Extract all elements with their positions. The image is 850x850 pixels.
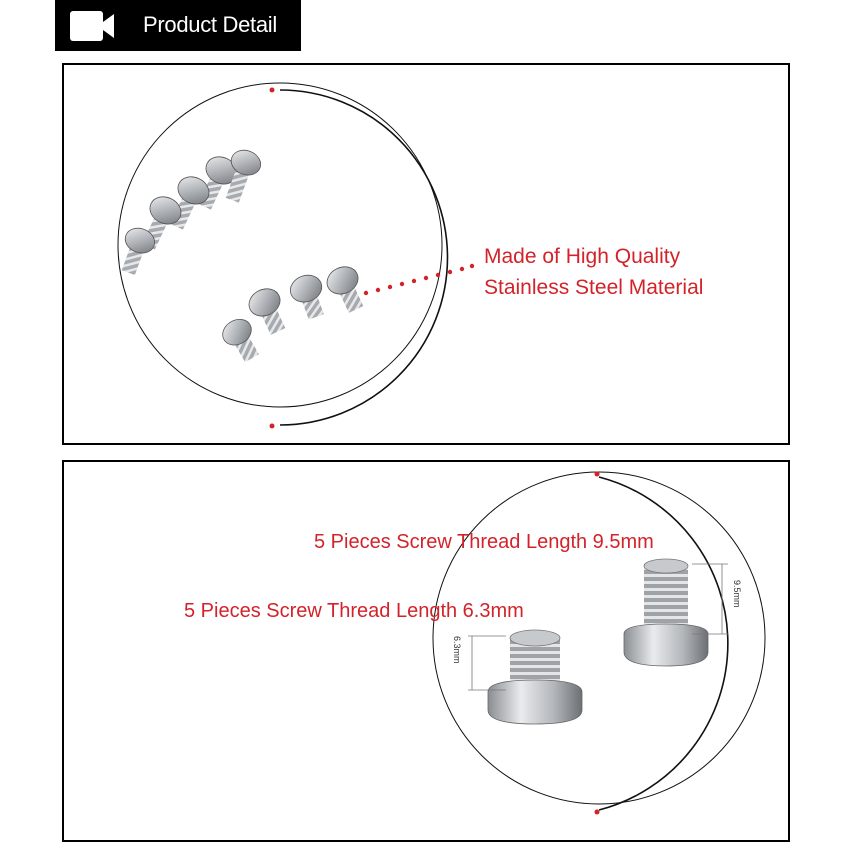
zoom-circle: [433, 472, 765, 804]
zoom-arc: [280, 90, 448, 425]
material-caption: [484, 241, 703, 303]
arc-dot-top: [595, 472, 600, 477]
thread-illustration: [64, 462, 790, 842]
video-camera-icon: [55, 0, 129, 51]
screw-group-upper: [114, 146, 264, 277]
screw-short: [488, 630, 582, 724]
page-title: Product Detail: [143, 12, 277, 37]
caption-short-thread: 5 Pieces Screw Thread Length 6.3mm: [184, 600, 524, 622]
dimension-short: [468, 636, 506, 690]
dimension-label-short: 6.3mm: [452, 636, 462, 664]
zoom-circle: [118, 83, 442, 407]
thread-length-panel: [62, 460, 790, 842]
material-caption-line1: Made of High Quality: [484, 245, 681, 268]
screw-group-lower: [218, 262, 371, 366]
arc-dot-bottom: [270, 424, 275, 429]
pointer-dots: [364, 264, 474, 295]
arc-dot-bottom: [595, 810, 600, 815]
caption-long-thread: 5 Pieces Screw Thread Length 9.5mm: [314, 531, 654, 553]
screw-long: [624, 559, 708, 666]
material-panel: [62, 63, 790, 445]
arc-dot-top: [270, 88, 275, 93]
dimension-label-long: 9.5mm: [732, 580, 742, 608]
material-caption-line2: Stainless Steel Material: [484, 276, 704, 299]
product-detail-header: [55, 0, 301, 51]
